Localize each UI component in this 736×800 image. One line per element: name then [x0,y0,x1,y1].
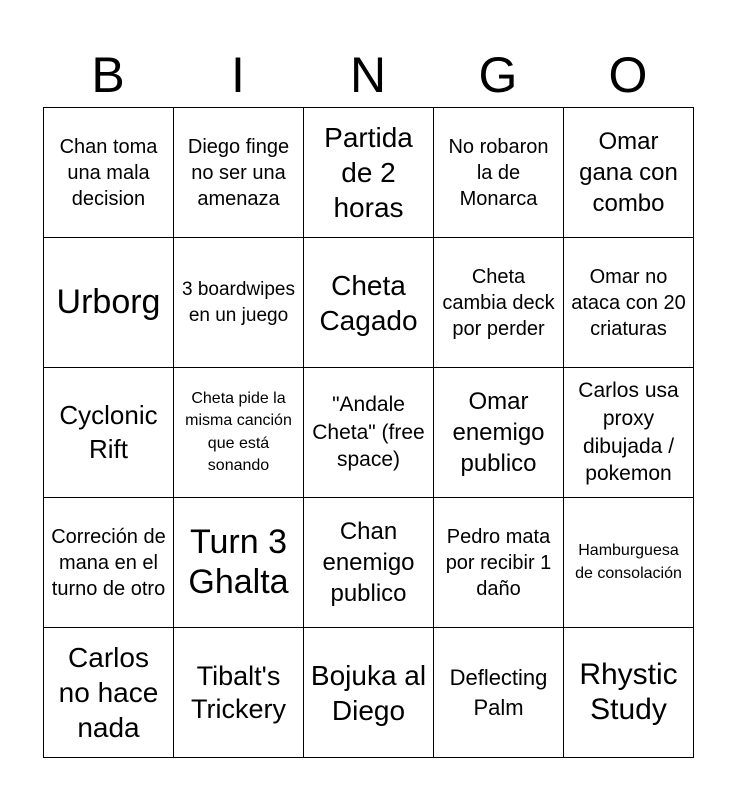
cell-text: Chan enemigo publico [322,517,415,608]
cell-text: "Andale Cheta" (free space) [312,392,425,472]
cell-text: No robaron la de Monarca [448,135,549,210]
cell-text: Deflecting Palm [449,664,548,720]
bingo-header [43,44,693,106]
bingo-cell[interactable] [44,238,174,368]
board-row [44,368,694,498]
cell-text: Omar gana con combo [579,127,678,218]
bingo-cell[interactable] [44,368,174,498]
cell-text: Partida de 2 horas [324,122,413,223]
cell-text: Diego finge no ser una amenaza [187,135,290,210]
bingo-cell[interactable] [304,238,434,368]
bingo-cell[interactable] [44,628,174,758]
bingo-cell[interactable] [564,498,694,628]
cell-text: Urborg [56,282,161,321]
bingo-cell[interactable] [304,368,434,498]
cell-text: 3 boardwipes en un juego [181,279,296,326]
cell-text: Cheta Cagado [319,269,418,336]
bingo-board [43,107,694,758]
cell-text: Chan toma una mala decision [59,135,158,210]
bingo-cell[interactable] [174,628,304,758]
cell-text: Turn 3 Ghalta [188,523,289,601]
cell-text: Cheta pide la misma canción que está sonando [185,389,292,474]
bingo-cell[interactable] [304,628,434,758]
header-letter-g: G [478,47,518,103]
cell-text: Omar enemigo publico [452,387,545,478]
board-row [44,498,694,628]
bingo-cell[interactable] [564,238,694,368]
cell-text: Correción de mana en el turno de otro [51,525,166,600]
header-letter-i: I [231,47,245,103]
header-letter-n: N [349,47,387,103]
bingo-cell[interactable] [564,368,694,498]
bingo-cell[interactable] [174,238,304,368]
board-row [44,108,694,238]
cell-text: Carlos no hace nada [58,642,159,743]
cell-text: Hamburguesa de consolación [575,542,682,582]
cell-text: Tibalt's Trickery [191,661,286,724]
bingo-cell[interactable] [304,108,434,238]
bingo-cell[interactable] [564,628,694,758]
board-row [44,628,694,758]
bingo-cell[interactable] [174,368,304,498]
bingo-cell[interactable] [304,498,434,628]
cell-text: Omar no ataca con 20 criaturas [571,265,686,340]
cell-text: Carlos usa proxy dibujada / pokemon [578,379,679,486]
bingo-cell[interactable] [174,498,304,628]
cell-text: Bojuka al Diego [310,659,427,726]
cell-text: Rhystic Study [579,658,678,726]
cell-text: Pedro mata por recibir 1 daño [445,525,552,600]
bingo-cell[interactable] [434,108,564,238]
cell-text: Cheta cambia deck por perder [442,265,555,340]
bingo-cell[interactable] [434,628,564,758]
bingo-cell[interactable] [174,108,304,238]
bingo-cell[interactable] [44,108,174,238]
board-row [44,238,694,368]
header-letter-b: B [91,47,125,103]
header-letter-o: O [608,47,648,103]
bingo-cell[interactable] [434,238,564,368]
bingo-cell[interactable] [564,108,694,238]
bingo-cell[interactable] [434,498,564,628]
bingo-cell[interactable] [434,368,564,498]
bingo-cell[interactable] [44,498,174,628]
cell-text: Cyclonic Rift [59,399,158,464]
